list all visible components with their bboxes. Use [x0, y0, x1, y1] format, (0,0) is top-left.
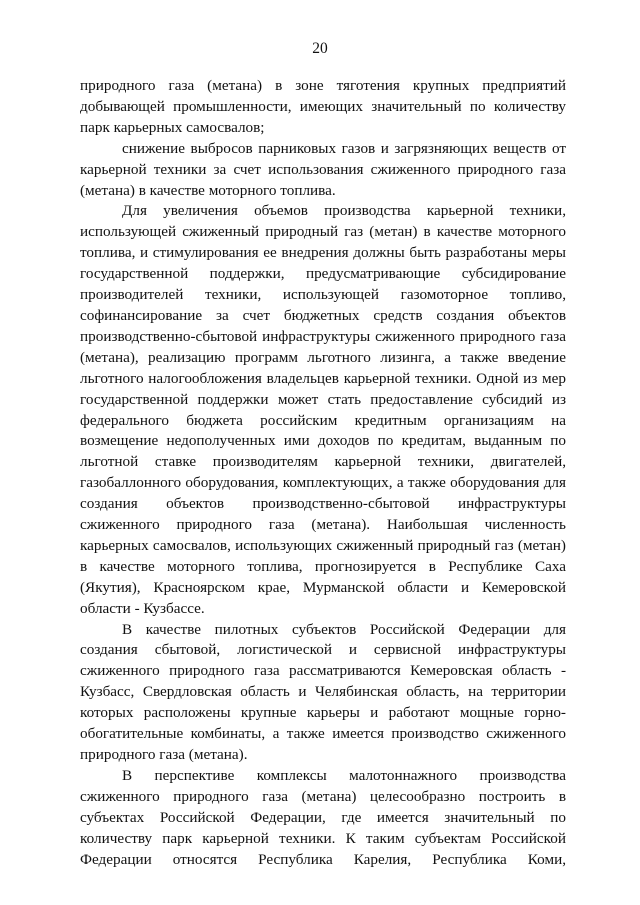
paragraph-continuation: природного газа (метана) в зоне тяготения крупных предприятий добывающей промышленности, имеющих значительный по количеству парк карьерных самосвалов;	[80, 77, 566, 136]
paragraph-state-support: Для увеличения объемов производства карьерной техники, использующей сжиженный природный газ (метан) в качестве моторного топлива, и стимулирования ее внедрения должны быть разработаны меры государственной поддержки, предусматривающие субсидирование производителей техники, использующей газомоторное топливо, софинансирование за счет бюджетных средств создания объектов производственно-сбытовой инфраструктуры сжиженного природного газа (метана), реализацию программ льготного лизинга, а также введение льготного налогообложения владельцев карьерной техники. Одной из мер государственной поддержки может стать предоставление субсидий из федерального бюджета российским кредитным организациям на возмещение недополученных ими доходов по кредитам, выданным по льготной ставке производителям карьерной техники, двигателей, газобаллонного оборудования, комплектующих, а также оборудования для создания объектов производственно-сбытовой инфраструктуры сжиженного природного газа (метана). Наибольшая численность карьерных самосвалов, использующих сжиженный природный газ (метан) в качестве моторного топлива, прогнозируется в Республике Саха (Якутия), Красноярском крае, Мурманской области и Кемеровской области - Кузбассе.	[80, 202, 566, 617]
document-body	[80, 76, 566, 870]
paragraph-emissions-reduction: снижение выбросов парниковых газов и загрязняющих веществ от карьерной техники за счет использования сжиженного природного газа (метана) в качестве моторного топлива.	[80, 139, 566, 199]
paragraph-prospective-regions: В перспективе комплексы малотоннажного производства сжиженного природного газа (метана) целесообразно построить в субъектах Российской Федерации, где имеется значительный по количеству парк карьерной техники. К таким субъектам Российской Федерации относятся Республика Карелия, Республика Коми,	[80, 766, 566, 868]
page-number: 20	[312, 40, 328, 57]
paragraph-pilot-regions: В качестве пилотных субъектов Российской Федерации для создания сбытовой, логистической и сервисной инфраструктуры сжиженного природного газа рассматриваются Кемеровская область - Кузбасс, Свердловская область и Челябинская область, на территории которых расположены крупные карьеры и работают мощные горно-обогатительные комбинаты, а также имеется производство сжиженного природного газа (метана).	[80, 620, 566, 763]
